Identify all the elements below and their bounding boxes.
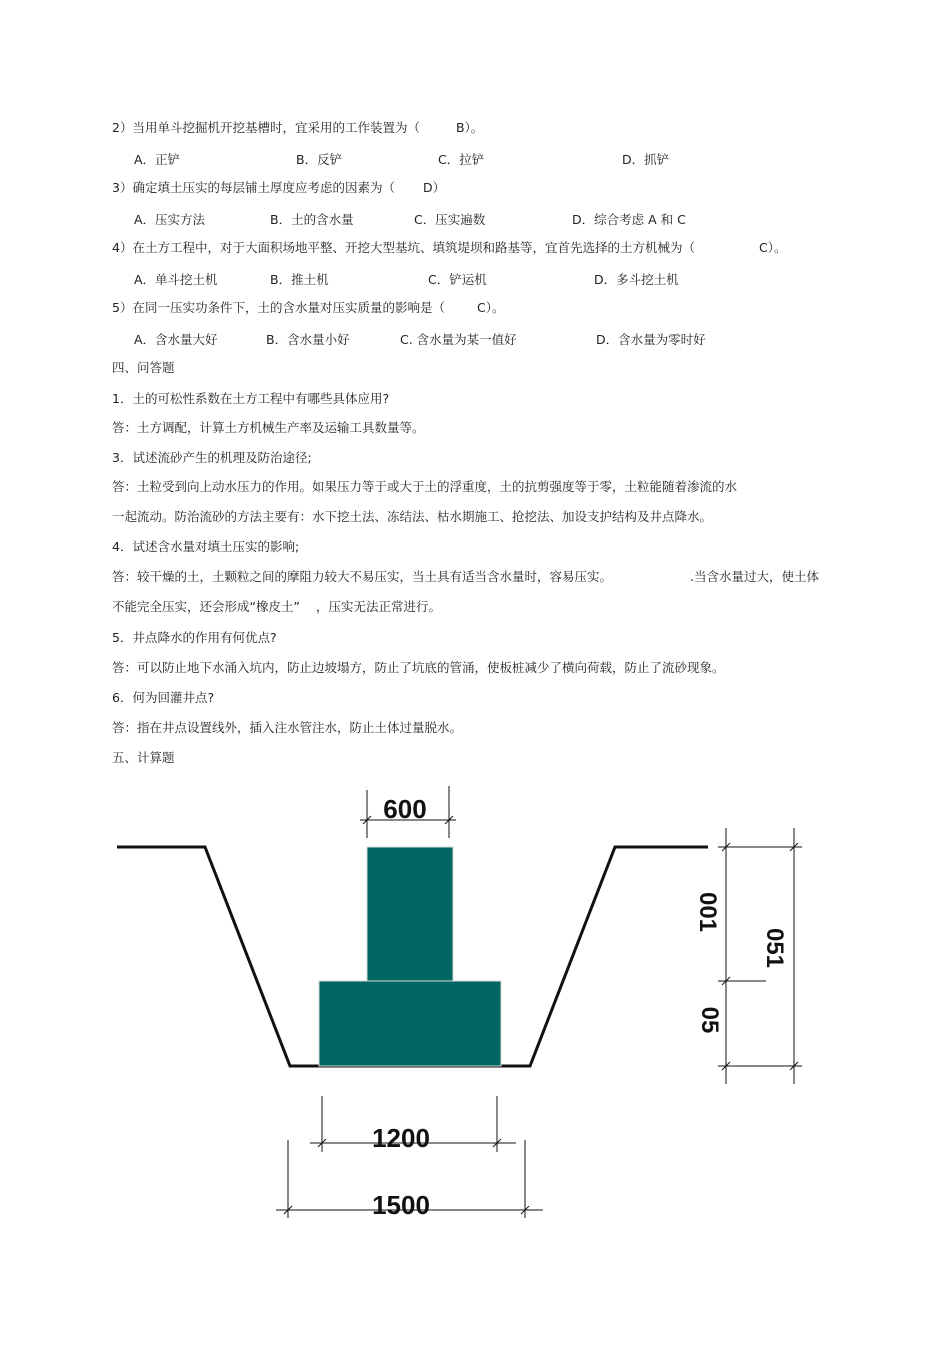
- foundation-upper-block: [367, 847, 453, 981]
- question-2-stem: 2）当用单斗挖掘机开挖基槽时，宜采用的工作装置为（: [112, 120, 420, 135]
- option-c: C．拉铲: [438, 152, 485, 167]
- option-c: C. 含水量为某一值好: [400, 332, 517, 347]
- dimension-right-vertical: [718, 828, 802, 1084]
- dimension-1500-label: 1500: [372, 1190, 430, 1220]
- section-4-heading: 四、问答题: [112, 360, 175, 375]
- option-b: B．含水量小好: [266, 332, 350, 347]
- option-a: A．正铲: [134, 152, 181, 167]
- option-a: A．压实方法: [134, 212, 206, 227]
- option-a: A．含水量大好: [134, 332, 218, 347]
- section-5-heading: 五、计算题: [112, 750, 175, 765]
- dimension-1200-label: 1200: [372, 1123, 430, 1153]
- option-d: D．多斗挖土机: [594, 272, 679, 287]
- qa-3-answer-line-1: 答：土粒受到向上动水压力的作用。如果压力等于或大于土的浮重度，土的抗剪强度等于零，土粒能随着渗流的水: [112, 479, 738, 494]
- dimension-right-upper-label: 001: [694, 891, 721, 933]
- question-5-stem: 5）在同一压实功条件下，土的含水量对压实质量的影响是（: [112, 300, 445, 315]
- question-3-answer: D）: [422, 180, 446, 195]
- dimension-right-total-label: 051: [761, 927, 788, 969]
- question-4-answer: C）。: [758, 240, 787, 255]
- dimension-600-label: 600: [383, 794, 427, 824]
- option-b: B．反铲: [296, 152, 343, 167]
- qa-5-answer: 答：可以防止地下水涌入坑内，防止边坡塌方，防止了坑底的管涌，使板桩减少了横向荷载，防止了流砂现象。: [112, 660, 725, 675]
- option-c: C．铲运机: [428, 272, 487, 287]
- question-4-stem: 4）在土方工程中，对于大面积场地平整、开挖大型基坑、填筑堤坝和路基等，宜首先选择的土方机械为（: [112, 240, 695, 255]
- option-b: B．土的含水量: [270, 212, 354, 227]
- qa-3-question: 3．试述流砂产生的机理及防治途径;: [112, 450, 312, 465]
- option-d: D．抓铲: [622, 152, 670, 167]
- foundation-lower-block: [319, 981, 501, 1066]
- qa-6-answer: 答：指在井点设置线外，插入注水管注水，防止土体过量脱水。: [112, 720, 463, 735]
- qa-4-answer-part-2b: ，压实无法正常进行。: [315, 599, 441, 614]
- qa-5-question: 5．井点降水的作用有何优点?: [112, 630, 277, 645]
- question-3-stem: 3）确定填土压实的每层铺土厚度应考虑的因素为（: [112, 180, 395, 195]
- option-c: C．压实遍数: [414, 212, 486, 227]
- option-d: D．综合考虑 A 和 C: [572, 212, 686, 227]
- question-2-answer: B）。: [455, 120, 484, 135]
- option-b: B．推土机: [270, 272, 329, 287]
- qa-4-answer-part-1b: .当含水量过大，使土体: [690, 569, 819, 584]
- qa-1-answer: 答：土方调配，计算土方机械生产率及运输工具数量等。: [112, 420, 425, 435]
- qa-3-answer-line-2: 一起流动。防治流砂的方法主要有：水下挖土法、冻结法、枯水期施工、抢挖法、加设支护结构及井点降水。: [112, 509, 713, 524]
- option-d: D．含水量为零时好: [596, 332, 706, 347]
- question-5-answer: C）。: [476, 300, 505, 315]
- dimension-right-lower-label: 05: [696, 1006, 723, 1034]
- qa-1-question: 1．土的可松性系数在土方工程中有哪些具体应用?: [112, 391, 390, 406]
- option-a: A．单斗挖土机: [134, 272, 218, 287]
- qa-6-question: 6．何为回灌井点?: [112, 690, 215, 705]
- qa-4-answer-part-2a: 不能完全压实，还会形成“橡皮土”: [112, 599, 300, 614]
- qa-4-question: 4．试述含水量对填土压实的影响;: [112, 539, 300, 554]
- qa-4-answer-part-1: 答：较干燥的土，土颗粒之间的摩阻力较大不易压实，当土具有适当含水量时，容易压实。: [112, 569, 613, 584]
